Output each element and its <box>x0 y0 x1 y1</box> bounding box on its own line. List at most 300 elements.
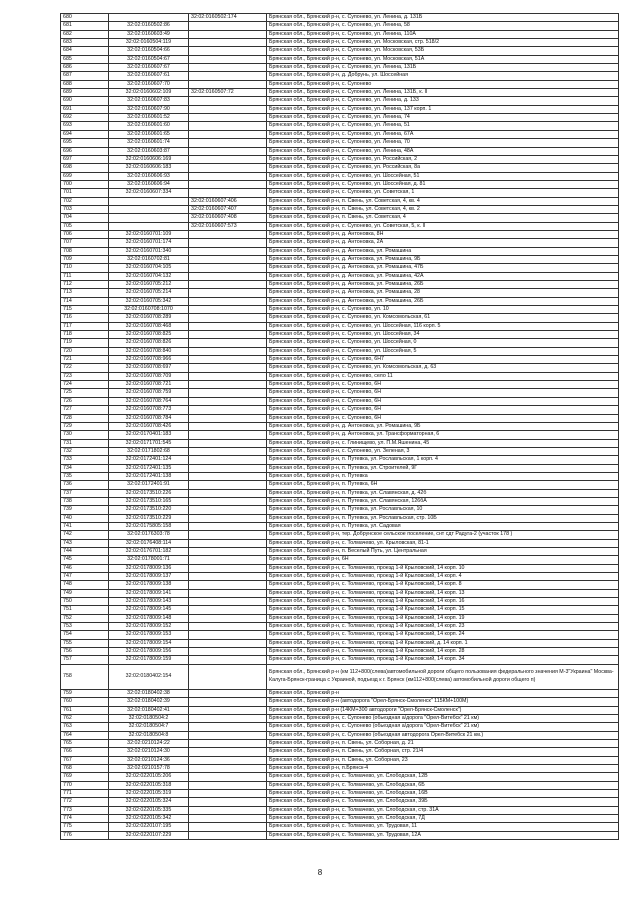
related-cadastral-number-cell <box>189 739 267 747</box>
page-number: 8 <box>317 868 323 877</box>
related-cadastral-number-cell <box>189 556 267 564</box>
row-number-cell: 718 <box>61 331 109 339</box>
table-row <box>61 14 619 22</box>
row-number-cell: 757 <box>61 656 109 664</box>
cadastral-number-cell: 32:02:0160601:74 <box>109 139 189 147</box>
related-cadastral-number-cell <box>189 239 267 247</box>
address-cell: Брянская обл., Брянский р-н, тер. Добрунское сельское поселение, снт сдт Радуга-2 (участок 178 ) <box>267 531 619 539</box>
address-cell: Брянская обл., Брянский р-н, с. Супонево, ул. Ленина, 131Б <box>267 64 619 72</box>
related-cadastral-number-cell <box>189 164 267 172</box>
table-row <box>61 497 619 505</box>
address-cell: Брянская обл., Брянский р-н, с. Супонево <box>267 80 619 88</box>
table-row <box>61 222 619 230</box>
cadastral-number-cell: 32:02:0160704:105 <box>109 264 189 272</box>
cadastral-number-cell: 32:02:0160705:342 <box>109 297 189 305</box>
related-cadastral-number-cell <box>189 289 267 297</box>
cadastral-number-cell: 32:02:0160601:52 <box>109 114 189 122</box>
table-row <box>61 814 619 822</box>
row-number-cell: 751 <box>61 606 109 614</box>
row-number-cell: 712 <box>61 281 109 289</box>
related-cadastral-number-cell <box>189 172 267 180</box>
row-number-cell: 741 <box>61 522 109 530</box>
related-cadastral-number-cell <box>189 381 267 389</box>
address-cell: Брянская обл., Брянский р-н, с. Толмачево, проезд 1-й Крыловский, 14 корп. 10 <box>267 564 619 572</box>
cadastral-number-cell: 32:02:0160606:94 <box>109 180 189 188</box>
row-number-cell: 720 <box>61 347 109 355</box>
cadastral-number-cell <box>109 197 189 205</box>
address-cell: Брянская обл., Брянский р-н, д. Антоновка, ул. Ромашина, 42А <box>267 272 619 280</box>
cadastral-number-cell: 32:02:0178009:138 <box>109 581 189 589</box>
cadastral-number-cell: 32:02:0160702:81 <box>109 255 189 263</box>
cadastral-number-cell: 32:02:0160504:66 <box>109 47 189 55</box>
table-row <box>61 89 619 97</box>
related-cadastral-number-cell <box>189 47 267 55</box>
table-row <box>61 831 619 839</box>
table-row <box>61 364 619 372</box>
address-cell: Брянская обл., Брянский р-н, с. Супонево, ул. Ленина, 137 корп. 1 <box>267 105 619 113</box>
related-cadastral-number-cell <box>189 764 267 772</box>
related-cadastral-number-cell <box>189 97 267 105</box>
row-number-cell: 755 <box>61 639 109 647</box>
table-row <box>61 648 619 656</box>
address-cell: Брянская обл., Брянский р-н, с. Супонево, село 11 <box>267 372 619 380</box>
cadastral-number-cell: 32:02:0160607:83 <box>109 97 189 105</box>
table-row <box>61 489 619 497</box>
related-cadastral-number-cell <box>189 748 267 756</box>
table-row <box>61 197 619 205</box>
address-cell: Брянская обл., Брянский р-н, п. Путевка <box>267 472 619 480</box>
address-cell: Брянская обл., Брянский р-н, с. Толмачево, проезд 1-й Крыловский, 14 корп. 16 <box>267 598 619 606</box>
related-cadastral-number-cell <box>189 789 267 797</box>
table-row <box>61 598 619 606</box>
related-cadastral-number-cell <box>189 464 267 472</box>
cadastral-number-cell: 32:02:0160708:289 <box>109 314 189 322</box>
related-cadastral-number-cell <box>189 22 267 30</box>
cadastral-number-cell: 32:02:0160601:65 <box>109 130 189 138</box>
address-cell: Брянская обл., Брянский р-н, п.Брянск-4 <box>267 764 619 772</box>
cadastral-number-cell: 32:02:0175805:158 <box>109 522 189 530</box>
related-cadastral-number-cell <box>189 664 267 689</box>
related-cadastral-number-cell <box>189 472 267 480</box>
related-cadastral-number-cell <box>189 531 267 539</box>
row-number-cell: 769 <box>61 773 109 781</box>
address-cell: Брянская обл., Брянский р-н, с. Толмачево, ул. Слободская, 6Б <box>267 781 619 789</box>
related-cadastral-number-cell <box>189 806 267 814</box>
related-cadastral-number-cell <box>189 439 267 447</box>
related-cadastral-number-cell <box>189 731 267 739</box>
related-cadastral-number-cell <box>189 105 267 113</box>
cadastral-number-cell: 32:02:0173510:229 <box>109 514 189 522</box>
related-cadastral-number-cell <box>189 723 267 731</box>
table-row <box>61 47 619 55</box>
row-number-cell: 776 <box>61 831 109 839</box>
row-number-cell: 692 <box>61 114 109 122</box>
table-row <box>61 306 619 314</box>
row-number-cell: 754 <box>61 631 109 639</box>
address-cell: Брянская обл., Брянский р-н, с. Супонево, ул. Московская, 51А <box>267 55 619 63</box>
cadastral-number-cell: 32:02:0178001:71 <box>109 556 189 564</box>
address-cell: Брянская обл., Брянский р-н, с. Глинищево, ул. П.М.Яшенина, 45 <box>267 439 619 447</box>
address-cell: Брянская обл., Брянский р-н, с. Супонево, ул. Ленина, 48А <box>267 147 619 155</box>
address-cell: Брянская обл., Брянский р-н, с. Толмачево, проезд 1-й Крыловский, 14 корп. 15 <box>267 606 619 614</box>
table-row <box>61 230 619 238</box>
row-number-cell: 700 <box>61 180 109 188</box>
row-number-cell: 704 <box>61 214 109 222</box>
related-cadastral-number-cell <box>189 230 267 238</box>
address-cell: Брянская обл., Брянский р-н, п. Путевка, ул. Садовая <box>267 522 619 530</box>
table-row <box>61 189 619 197</box>
row-number-cell: 729 <box>61 422 109 430</box>
row-number-cell: 714 <box>61 297 109 305</box>
table-row <box>61 456 619 464</box>
related-cadastral-number-cell <box>189 714 267 722</box>
cadastral-number-cell: 32:02:0160708:759 <box>109 389 189 397</box>
table-row <box>61 297 619 305</box>
address-cell: Брянская обл., Брянский р-н, с. Супонево, ул. Ленина, 58 <box>267 22 619 30</box>
related-cadastral-number-cell <box>189 255 267 263</box>
cadastral-number-cell: 32:02:0220107:195 <box>109 823 189 831</box>
address-cell: Брянская обл., Брянский р-н, с. Супонево, 6Н <box>267 389 619 397</box>
address-cell: Брянская обл., Брянский р-н, с. Супонево, ул. Шоссейная, 5 <box>267 347 619 355</box>
cadastral-number-cell: 32:02:0160708:468 <box>109 322 189 330</box>
address-cell: Брянская обл., Брянский р-н, с. Толмачево, ул. Слободская, 7Д <box>267 814 619 822</box>
address-cell: Брянская обл., Брянский р-н, д. Антоновка, ул. Ромашина <box>267 247 619 255</box>
table-row <box>61 506 619 514</box>
address-cell: Брянская обл., Брянский р-н, п. Путевка, ул. Строителей, 9Г <box>267 464 619 472</box>
row-number-cell: 686 <box>61 64 109 72</box>
row-number-cell: 770 <box>61 781 109 789</box>
row-number-cell: 715 <box>61 306 109 314</box>
address-cell: Брянская обл., Брянский р-н, с. Толмачево, ул. Крыловская, 81-1 <box>267 539 619 547</box>
address-cell: Брянская обл., Брянский р-н, с. Супонево, 6Н7 <box>267 356 619 364</box>
cadastral-table <box>60 13 619 840</box>
address-cell: Брянская обл., Брянский р-н, с. Супонево (обьездная а/дорога "Орел-Витебск" 21 км) <box>267 723 619 731</box>
address-cell: Брянская обл., Брянский р-н, с. Супонево, ул. Ленина, 70 <box>267 139 619 147</box>
row-number-cell: 683 <box>61 39 109 47</box>
related-cadastral-number-cell <box>189 247 267 255</box>
address-cell: Брянская обл., Брянский р-н, с. Супонево, ул. Комсомольская, 61 <box>267 314 619 322</box>
related-cadastral-number-cell <box>189 573 267 581</box>
row-number-cell: 681 <box>61 22 109 30</box>
cadastral-number-cell: 32:02:0160708:966 <box>109 356 189 364</box>
table-row <box>61 539 619 547</box>
cadastral-number-cell: 32:02:0178009:136 <box>109 564 189 572</box>
address-cell: Брянская обл., Брянский р-н, с. Супонево, ул. Шоссейная, 0 <box>267 339 619 347</box>
address-cell: Брянская обл., Брянский р-н (км 112+800(слева)автомобильной дороги общего пользования федерального значения М-3"Украина" Москва-Калуга-Брянск-граница с Украиной, подъезд к г. Брянск (км112+800(слева) автомобильной дороги общего п) <box>267 664 619 689</box>
table-row <box>61 406 619 414</box>
address-cell: Брянская обл., Брянский р-н, с. Супонево, ул. Шоссейная, 116 корп. 5 <box>267 322 619 330</box>
related-cadastral-number-cell <box>189 272 267 280</box>
row-number-cell: 738 <box>61 497 109 505</box>
cadastral-number-cell: 32:02:0220105:206 <box>109 773 189 781</box>
address-cell: Брянская обл., Брянский р-н, с. Толмачево, проезд 1-й Крыловский, 14 корп. 24 <box>267 631 619 639</box>
address-cell: Брянская обл., Брянский р-н, с. Толмачево, проезд 1-й Крыловский, 14 корп. 34 <box>267 656 619 664</box>
address-cell: Брянская обл., Брянский р-н, с. Толмачево, ул. Слободская, стр. 31А <box>267 806 619 814</box>
table-row <box>61 756 619 764</box>
cadastral-number-cell: 32:02:0176408:114 <box>109 539 189 547</box>
address-cell: Брянская обл., Брянский р-н, с. Супонево, ул. Российская, 2 <box>267 155 619 163</box>
row-number-cell: 688 <box>61 80 109 88</box>
row-number-cell: 766 <box>61 748 109 756</box>
address-cell: Брянская обл., Брянский р-н, п. Путевка, ул. Славянская, 126бА <box>267 497 619 505</box>
related-cadastral-number-cell <box>189 589 267 597</box>
cadastral-number-cell: 32:02:0160708:840 <box>109 347 189 355</box>
cadastral-number-cell: 32:02:0180504:2 <box>109 714 189 722</box>
related-cadastral-number-cell <box>189 606 267 614</box>
address-cell: Брянская обл., Брянский р-н, д. Антоновка, ул. Ромашина, 47Б <box>267 264 619 272</box>
table-row <box>61 623 619 631</box>
address-cell: Брянская обл., Брянский р-н, п. Путевка, ул. Рославльская, 1 корп. 4 <box>267 456 619 464</box>
address-cell: Брянская обл., Брянский р-н, с. Толмачево, ул. Трудовая, 11 <box>267 823 619 831</box>
address-cell: Брянская обл., Брянский р-н, д. Антоновка, ул. Ромашина, 9Б <box>267 255 619 263</box>
cadastral-number-cell: 32:02:0160708:784 <box>109 414 189 422</box>
row-number-cell: 722 <box>61 364 109 372</box>
address-cell: Брянская обл., Брянский р-н, с. Супонево, ул. Советская, 5, к. II <box>267 222 619 230</box>
cadastral-number-cell: 32:02:0160504:119 <box>109 39 189 47</box>
row-number-cell: 699 <box>61 172 109 180</box>
table-row <box>61 331 619 339</box>
row-number-cell: 728 <box>61 414 109 422</box>
cadastral-number-cell: 32:02:0160705:214 <box>109 289 189 297</box>
cadastral-number-cell <box>109 222 189 230</box>
table-row <box>61 80 619 88</box>
related-cadastral-number-cell <box>189 548 267 556</box>
row-number-cell: 695 <box>61 139 109 147</box>
row-number-cell: 690 <box>61 97 109 105</box>
related-cadastral-number-cell <box>189 481 267 489</box>
related-cadastral-number-cell: 32:02:0160607:407 <box>189 205 267 213</box>
cadastral-number-cell: 32:02:0160701:174 <box>109 239 189 247</box>
related-cadastral-number-cell <box>189 831 267 839</box>
table-row <box>61 372 619 380</box>
address-cell: Брянская обл., Брянский р-н, с. Супонево, ул. Ленина, д. 133 <box>267 97 619 105</box>
related-cadastral-number-cell <box>189 114 267 122</box>
address-cell: Брянская обл., Брянский р-н, с. Супонево, 6Н <box>267 406 619 414</box>
related-cadastral-number-cell <box>189 506 267 514</box>
row-number-cell: 710 <box>61 264 109 272</box>
table-row <box>61 739 619 747</box>
table-row <box>61 22 619 30</box>
related-cadastral-number-cell <box>189 522 267 530</box>
row-number-cell: 747 <box>61 573 109 581</box>
table-row <box>61 389 619 397</box>
table-row <box>61 689 619 697</box>
table-row <box>61 55 619 63</box>
cadastral-number-cell: 32:02:0173510:165 <box>109 497 189 505</box>
cadastral-number-cell: 32:02:0178009:145 <box>109 606 189 614</box>
cadastral-number-cell: 32:02:0160708:721 <box>109 381 189 389</box>
row-number-cell: 772 <box>61 798 109 806</box>
table-row <box>61 272 619 280</box>
related-cadastral-number-cell: 32:02:0160502:174 <box>189 14 267 22</box>
related-cadastral-number-cell <box>189 447 267 455</box>
cadastral-number-cell: 32:02:0160607:61 <box>109 72 189 80</box>
row-number-cell: 731 <box>61 439 109 447</box>
related-cadastral-number-cell <box>189 706 267 714</box>
related-cadastral-number-cell <box>189 347 267 355</box>
row-number-cell: 774 <box>61 814 109 822</box>
table-row <box>61 255 619 263</box>
address-cell: Брянская обл., Брянский р-н, с. Толмачево, проезд 1-й Крыловский, 14 корп. 8 <box>267 581 619 589</box>
table-row <box>61 130 619 138</box>
cadastral-number-cell: 32:02:0160708:825 <box>109 331 189 339</box>
related-cadastral-number-cell <box>189 55 267 63</box>
address-cell: Брянская обл., Брянский р-н, д. Антоновка, ул. Ромашина, 26Б <box>267 281 619 289</box>
related-cadastral-number-cell <box>189 689 267 697</box>
related-cadastral-number-cell: 32:02:0160507:72 <box>189 89 267 97</box>
related-cadastral-number-cell <box>189 497 267 505</box>
related-cadastral-number-cell <box>189 139 267 147</box>
row-number-cell: 746 <box>61 564 109 572</box>
address-cell: Брянская обл., Брянский р-н, с. Супонево (обьездная а/дорога "Орел-Витебск" 21 км) <box>267 714 619 722</box>
row-number-cell: 730 <box>61 431 109 439</box>
table-row <box>61 723 619 731</box>
table-row <box>61 564 619 572</box>
table-row <box>61 481 619 489</box>
table-row <box>61 72 619 80</box>
row-number-cell: 711 <box>61 272 109 280</box>
row-number-cell: 732 <box>61 447 109 455</box>
table-row <box>61 264 619 272</box>
related-cadastral-number-cell <box>189 639 267 647</box>
table-row <box>61 172 619 180</box>
table-row <box>61 64 619 72</box>
row-number-cell: 737 <box>61 489 109 497</box>
address-cell: Брянская обл., Брянский р-н, с. Супонево, 6Н <box>267 397 619 405</box>
address-cell: Брянская обл., Брянский р-н, с. Толмачево, ул. Слободская, 16В <box>267 789 619 797</box>
row-number-cell: 756 <box>61 648 109 656</box>
cadastral-number-cell: 32:02:0173510:226 <box>109 489 189 497</box>
related-cadastral-number-cell <box>189 331 267 339</box>
cadastral-number-cell: 32:02:0180504:8 <box>109 731 189 739</box>
related-cadastral-number-cell <box>189 306 267 314</box>
cadastral-number-cell: 32:02:0160603:49 <box>109 30 189 38</box>
table-row <box>61 431 619 439</box>
address-cell: Брянская обл., Брянский р-н, д. Добрунь, ул. Шоссейная <box>267 72 619 80</box>
table-row <box>61 122 619 130</box>
cadastral-number-cell: 32:02:0160502:86 <box>109 22 189 30</box>
address-cell: Брянская обл., Брянский р-н, с. Супонево, ул. Зеленая, 3 <box>267 447 619 455</box>
related-cadastral-number-cell <box>189 72 267 80</box>
related-cadastral-number-cell <box>189 122 267 130</box>
related-cadastral-number-cell <box>189 397 267 405</box>
cadastral-number-cell: 32:02:0171701:545 <box>109 439 189 447</box>
address-cell: Брянская обл., Брянский р-н, п. Свень, ул. Соборная, стр. 21/4 <box>267 748 619 756</box>
row-number-cell: 758 <box>61 664 109 689</box>
row-number-cell: 735 <box>61 472 109 480</box>
address-cell: Брянская обл., Брянский р-н, д. Антоновка, ул. Трансформаторная, 6 <box>267 431 619 439</box>
row-number-cell: 740 <box>61 514 109 522</box>
related-cadastral-number-cell <box>189 189 267 197</box>
cadastral-number-cell: 32:02:0180402:41 <box>109 706 189 714</box>
row-number-cell: 761 <box>61 706 109 714</box>
related-cadastral-number-cell: 32:02:0160607:573 <box>189 222 267 230</box>
row-number-cell: 706 <box>61 230 109 238</box>
cadastral-number-cell <box>109 14 189 22</box>
row-number-cell: 713 <box>61 289 109 297</box>
row-number-cell: 733 <box>61 456 109 464</box>
table-row <box>61 706 619 714</box>
address-cell: Брянская обл., Брянский р-н, с. Толмачево, ул. Слободская, 39Б <box>267 798 619 806</box>
table-row <box>61 806 619 814</box>
address-cell: Брянская обл., Брянский р-н, с. Толмачево, проезд 1-й Крыловский, 14 корп. 13 <box>267 589 619 597</box>
address-cell: Брянская обл., Брянский р-н, с. Супонево, ул. Шоссейная, д. 81 <box>267 180 619 188</box>
row-number-cell: 753 <box>61 623 109 631</box>
cadastral-number-cell: 32:02:0160606:169 <box>109 155 189 163</box>
related-cadastral-number-cell <box>189 80 267 88</box>
table-row <box>61 347 619 355</box>
row-number-cell: 687 <box>61 72 109 80</box>
row-number-cell: 724 <box>61 381 109 389</box>
row-number-cell: 694 <box>61 130 109 138</box>
related-cadastral-number-cell <box>189 814 267 822</box>
address-cell: Брянская обл., Брянский р-н, п. Путевка, ул. Рославльская, стр. 10Б <box>267 514 619 522</box>
row-number-cell: 760 <box>61 698 109 706</box>
address-cell: Брянская обл., Брянский р-н, с. Супонево, ул. Московская, 53Б <box>267 47 619 55</box>
address-cell: Брянская обл., Брянский р-н, с. Супонево, ул. Шоссейная, 51 <box>267 172 619 180</box>
cadastral-number-cell: 32:02:0160708:826 <box>109 339 189 347</box>
address-cell: Брянская обл., Брянский р-н, п. Свень, ул. Советская, 4, кв. 2 <box>267 205 619 213</box>
address-cell: Брянская обл., Брянский р-н, с. Супонево, ул. Ленина, д. 131Б <box>267 14 619 22</box>
cadastral-number-cell: 32:02:0220105:324 <box>109 798 189 806</box>
table-row <box>61 247 619 255</box>
related-cadastral-number-cell <box>189 422 267 430</box>
cadastral-number-cell: 32:02:0160708:773 <box>109 406 189 414</box>
cadastral-number-cell: 32:02:0160704:132 <box>109 272 189 280</box>
table-row <box>61 581 619 589</box>
table-row <box>61 798 619 806</box>
related-cadastral-number-cell <box>189 489 267 497</box>
address-cell: Брянская обл., Брянский р-н, п. Путевка, ул. Славянская, д. 42б <box>267 489 619 497</box>
address-cell: Брянская обл., Брянский р-н, д. Антоновка, ул. Ромашина, 9Б <box>267 422 619 430</box>
table-row <box>61 180 619 188</box>
row-number-cell: 684 <box>61 47 109 55</box>
row-number-cell: 773 <box>61 806 109 814</box>
cadastral-number-cell: 32:02:0180402:154 <box>109 664 189 689</box>
row-number-cell: 703 <box>61 205 109 213</box>
related-cadastral-number-cell <box>189 456 267 464</box>
table-row <box>61 606 619 614</box>
table-row <box>61 30 619 38</box>
address-cell: Брянская обл., Брянский р-н, п. Свень, ул. Советская, 4, кв. 4 <box>267 197 619 205</box>
row-number-cell: 716 <box>61 314 109 322</box>
row-number-cell: 739 <box>61 506 109 514</box>
cadastral-number-cell: 32:02:0160708:426 <box>109 422 189 430</box>
table-row <box>61 656 619 664</box>
row-number-cell: 719 <box>61 339 109 347</box>
related-cadastral-number-cell <box>189 39 267 47</box>
table-row <box>61 522 619 530</box>
cadastral-number-cell: 32:02:0160708:697 <box>109 364 189 372</box>
cadastral-number-cell: 32:02:0178009:141 <box>109 589 189 597</box>
cadastral-number-cell: 32:02:0220107:229 <box>109 831 189 839</box>
row-number-cell: 691 <box>61 105 109 113</box>
related-cadastral-number-cell <box>189 623 267 631</box>
cadastral-number-cell: 32:02:0160602:109 <box>109 89 189 97</box>
cadastral-number-cell: 32:02:0160606:183 <box>109 164 189 172</box>
row-number-cell: 749 <box>61 589 109 597</box>
row-number-cell: 689 <box>61 89 109 97</box>
cadastral-number-cell: 32:02:0170401:183 <box>109 431 189 439</box>
address-cell: Брянская обл., Брянский р-н, с. Супонево, ул. Шоссейная, 34 <box>267 331 619 339</box>
cadastral-number-cell: 32:02:0178009:154 <box>109 639 189 647</box>
table-row <box>61 155 619 163</box>
address-cell: Брянская обл., Брянский р-н, п. Веселый Путь, ул. Центральная <box>267 548 619 556</box>
row-number-cell: 752 <box>61 614 109 622</box>
row-number-cell: 742 <box>61 531 109 539</box>
address-cell: Брянская обл., Брянский р-н, с. Супонево, ул. Ленина, 51 <box>267 122 619 130</box>
table-row <box>61 531 619 539</box>
